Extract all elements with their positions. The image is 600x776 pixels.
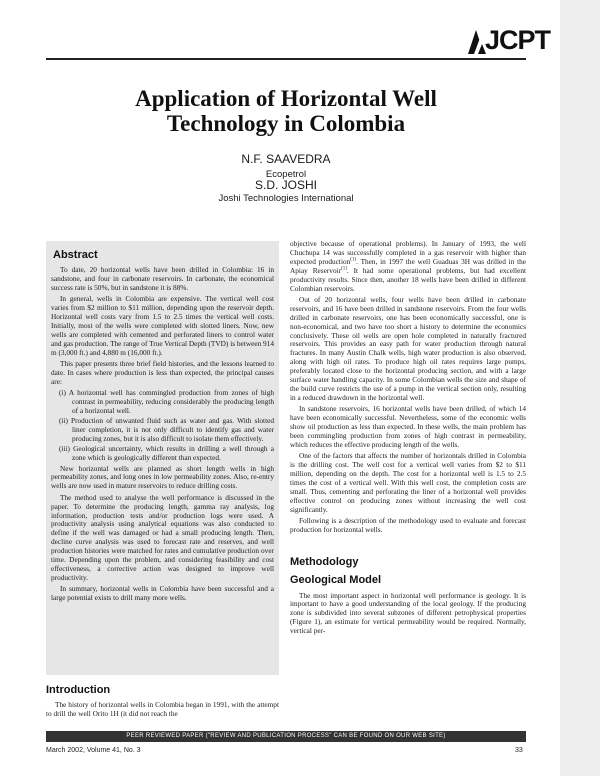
abstract-paragraph: The method used to analyse the well performance is discussed in the paper. To determine the producing length, gamma ray analysis, log information, production tests and/or production logs were used. A productivity analysis using analytical equations was also conducted to define if the well was damaged or had a small producing length. Then, decline curve analysis was used to forecast rate and reserves, and well production histories were matched for rates and cumulative production over time. Depending upon the problem, and considering feasibility and cost effectiveness, a corrective action was designed to improve well productivity. bbox=[51, 492, 274, 582]
author-name-2: S.D. JOSHI bbox=[254, 178, 317, 192]
body-paragraph: Following is a description of the methodology used to evaluate and forecast production for horizontal wells. bbox=[290, 516, 526, 535]
header-rule bbox=[46, 58, 526, 60]
methodology-heading: Methodology bbox=[290, 555, 359, 568]
abstract-paragraph: In summary, horizontal wells in Colombia have been successful and a large potential exists to drill many more wells. bbox=[51, 584, 274, 603]
left-column bbox=[46, 241, 279, 718]
peer-review-banner: PEER REVIEWED PAPER ("REVIEW AND PUBLICATION PROCESS" CAN BE FOUND ON OUR WEB SITE) bbox=[46, 731, 526, 742]
title-line-1: Application of Horizontal Well bbox=[135, 86, 437, 111]
causes-list bbox=[51, 389, 274, 462]
reference-mark: (1) bbox=[350, 257, 357, 263]
body-paragraph: One of the factors that affects the number of horizontals drilled in Colombia is the drilling cost. The well cost for a vertical well varies from $2 to $11 million, depending on the depth. The cost for a horizontal well is 1.5 to 2.5 times the cost of a vertical well. With this well cost, the completion costs are small. Thus, cementing and perforating the liner of a horizontal well provides effective control on producing zones without increasing the well cost significantly. bbox=[290, 451, 526, 514]
abstract-paragraph: This paper presents three brief field histories, and the lessons learned to date. In cases where production is less than expected, the principal causes are: bbox=[51, 359, 274, 386]
author-name-1: N.F. SAAVEDRA bbox=[241, 152, 331, 166]
page-edge-strip bbox=[560, 0, 600, 776]
journal-logo-text: JCPT bbox=[485, 25, 551, 55]
abstract-paragraph: In general, wells in Colombia are expensive. The vertical well cost varies from $2 million to $11 million, depending upon the reservoir depth. Horizontal well costs vary from 1.5 to 2.5 times the vertical well costs. Initially, most of the wells were completed with slotted liners. Now, new wells are completed with cemented and perforated liners to control water and gas production. The range of True Vertical Depth (TVD) is between 914 m (3,000 ft.) and 4,880 m (16,000 ft.). bbox=[51, 294, 274, 357]
text-run: . Then, in 1997 the well Guaduas 3H was drilled in the Apiay Reservoir bbox=[290, 256, 526, 275]
article-title bbox=[46, 86, 526, 136]
causes-list-item: (ii) Production of unwanted fluid such as water and gas. With slotted liner completion, it is not only difficult to identify gas and water producing zones, but it is also difficult to isolate them effectively. bbox=[59, 416, 274, 443]
text-run: objective because of operational problems). In January of 1993, the well Chuchupa 14 was successfully completed in a gas reservoir with higher than expected production bbox=[290, 239, 526, 266]
reference-mark: (1) bbox=[341, 266, 347, 272]
introduction-heading: Introduction bbox=[46, 684, 111, 696]
intro-continuation-paragraph bbox=[290, 240, 526, 293]
abstract-heading: Abstract bbox=[53, 249, 98, 261]
body-paragraph: Out of 20 horizontal wells, four wells have been drilled in carbonate reservoirs, and 16 have been drilled in sandstone reservoirs. From the four wells drilled in carbonate reservoirs, one has been economically successful, one is non-economical, and two have too short a history to determine the economics conclusively. These oil wells are open hole completed in naturally fractured reservoirs. This provides an easy path for water production through natural fractures. In many Austin Chalk wells, high water production is also observed, along with high oil rates. To produce high oil rates requires large pumps, preferably located close to the horizontal producing section, and with a large surface water handling capacity. In some Colombian wells the size and shape of the build curve restricts the use of a pump in the vertical section only, resulting in a reduced drawdown in the horizontal well. bbox=[290, 294, 526, 402]
introduction-paragraph: The history of horizontal wells in Colombia began in 1991, with the attempt to drill the well Orito 1H (it did not reach the bbox=[46, 700, 279, 718]
abstract-paragraph: To date, 20 horizontal wells have been drilled in Colombia: 16 in sandstone, and four in carbonate reservoirs. In carbonate, the economical success rate is 50%, but in sandstone it is 88%. bbox=[51, 265, 274, 292]
causes-list-item: (i) A horizontal well has commingled production from zones of high contrast in permeability, reducing considerably the producing length of a horizontal well. bbox=[59, 388, 274, 416]
author-affiliation-1: Ecopetrol bbox=[265, 169, 307, 180]
introduction-section bbox=[46, 684, 279, 721]
author-affiliation-2: Joshi Technologies International bbox=[218, 193, 354, 204]
causes-list-item: (iii) Geological uncertainty, which results in drilling a well through a zone which is geologically different than expected. bbox=[59, 443, 274, 462]
page-number: 33 bbox=[515, 747, 523, 754]
title-line-2: Technology in Colombia bbox=[166, 111, 406, 136]
spacer bbox=[290, 538, 526, 556]
geological-model-heading: Geological Model bbox=[290, 573, 382, 586]
abstract-paragraph: New horizontal wells are planned as short length wells in high permeability zones, and long ones in low permeability zones. Also, re-entry wells are now used in mature reservoirs to reduce drilling costs. bbox=[51, 463, 274, 491]
body-paragraph: In sandstone reservoirs, 16 horizontal wells have been drilled, of which 14 have been economically successful. Nevertheless, some of the economic wells show oil production as less than expected. In these wells, the main problem has been commingling production from zones of high contrast in permeability, which reduces the effective producing length of the wells. bbox=[290, 404, 526, 449]
right-column bbox=[290, 240, 526, 639]
body-paragraph: The most important aspect in horizontal well performance is geology. It is important to have a good understanding of the local geology. If the producing zone is subdivided into several subzones of different petrophysical properties (Figure 1), an estimate for vertical permeability would be required. Normally, vertical per- bbox=[290, 590, 526, 636]
issue-info: March 2002, Volume 41, No. 3 bbox=[46, 747, 141, 754]
text-run: . It had some operational problems, but had excellent productivity results. Since then, another 18 wells have been drilled in different Colombian reservoirs. bbox=[290, 265, 526, 293]
abstract-section bbox=[46, 241, 279, 603]
